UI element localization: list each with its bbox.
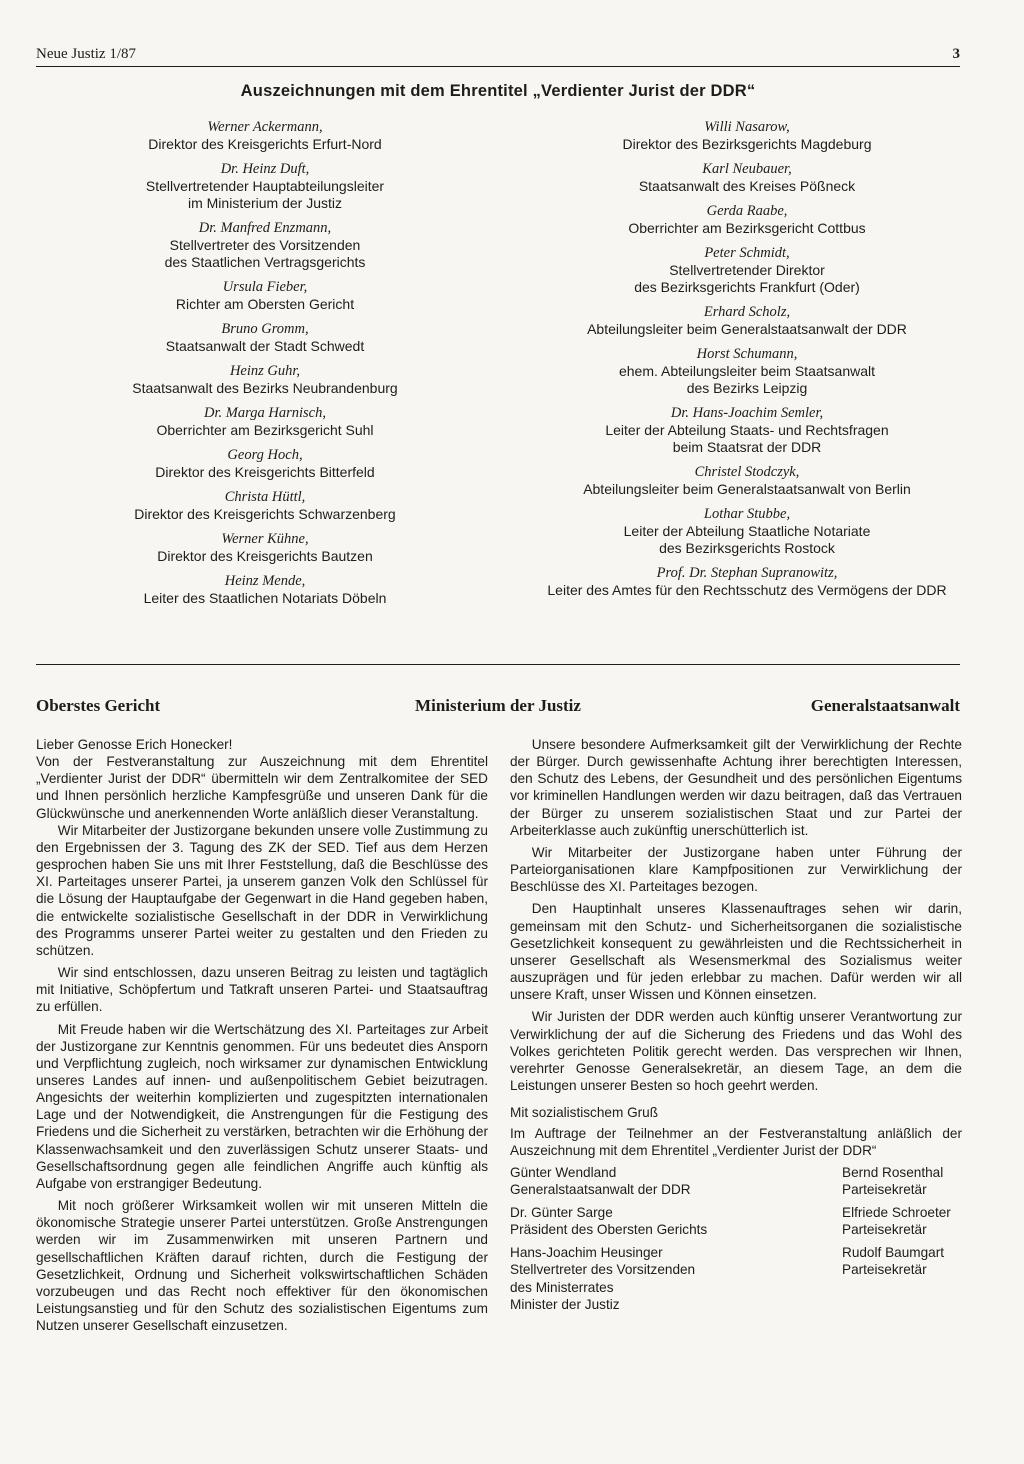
signatory-row [510,1164,962,1198]
awardee-entry [30,320,500,355]
awardee-position: Abteilungsleiter beim Generalstaatsanwalt der DDR [587,321,907,337]
awardee-entry [512,303,982,338]
awardee-name: Christa Hüttl, [224,489,306,505]
awardee-entry [30,278,500,313]
organization-headers [36,696,960,720]
awardee-position: Oberrichter am Bezirksgericht Cottbus [628,220,866,236]
awardee-entry [30,530,500,565]
letter-paragraph: Mit noch größerer Wirksamkeit wollen wir mit unseren Mitteln die ökonomische Strategie unserer Partei unterstützen. Große Anstrengungen werden wir im Zusammenwirken mit unseren Partnern und gesellschaftlichen Kräften darauf richten, durch die Festigung der Gesetzlichkeit, Ordnung und Sicherheit volkswirtschaftlichen Schäden vorzubeugen und das Recht noch effektiver für den ökonomischen Leistungsanstieg und für den Schutz des sozialistischen Eigentums zum Nutzen unserer Gesellschaft einzusetzen. [36,1198,488,1334]
awardee-position: Oberrichter am Bezirksgericht Suhl [156,422,374,438]
awardee-name: Bruno Gromm, [221,321,309,337]
awardee-name: Willi Nasarow, [704,119,790,135]
letter-closing [510,1104,962,1313]
awardee-entry [30,446,500,481]
awardee-entry [512,463,982,498]
awardee-position: Richter am Obersten Gericht [175,296,355,312]
running-header [36,46,960,68]
org-header-prosecutor-general: Generalstaatsanwalt [810,696,960,715]
letter-paragraph: Wir sind entschlossen, dazu unseren Beitrag zu leisten und tagtäglich mit Initiative, Schöpfertum und Tatkraft unseren Partei- und Staatsauftrag zu erfüllen. [36,965,488,1015]
awardee-name: Erhard Scholz, [703,304,791,320]
awardee-name: Heinz Guhr, [229,363,301,379]
closing-mandate: Im Auftrage der Teilnehmer an der Festveranstaltung anläßlich der Auszeichnung mit dem Ehrentitel „Verdienter Jurist der DDR“ [510,1126,962,1159]
awardee-entry [30,362,500,397]
awardee-name: Dr. Marga Harnisch, [204,405,326,421]
org-header-supreme-court: Oberstes Gericht [36,696,161,715]
letter-paragraph: Unsere besondere Aufmerksamkeit gilt der Verwirklichung der Rechte der Bürger. Durch gewissenhafte Achtung ihrer berechtigten Interessen, den Schutz des Lebens, der Gesundheit und des persönlichen Eigentums vor kriminellen Handlungen werden wir dazu beitragen, daß das Vertrauen der Bürger zu unserem sozialistischen Staat und zur Partei der Arbeiterklasse auch zukünftig unerschütterlich ist. [510,737,962,838]
awardee-name: Christel Stodczyk, [694,464,800,480]
awardee-position: Direktor des Kreisgerichts Erfurt-Nord [148,136,382,152]
awardee-position: Stellvertretender Direktor des Bezirksgerichts Frankfurt (Oder) [634,262,860,295]
awardee-name: Dr. Heinz Duft, [220,161,310,177]
page-number: 3 [952,46,960,62]
awardee-entry [512,404,982,456]
signatory-row [510,1244,962,1313]
awardee-position: Direktor des Bezirksgerichts Magdeburg [622,136,872,152]
awardee-entry [30,219,500,271]
awardee-name: Dr. Manfred Enzmann, [198,220,332,236]
signatory-official: Dr. Günter Sarge Präsident des Obersten Gerichts [510,1204,708,1238]
award-title: Auszeichnungen mit dem Ehrentitel „Verdienter Jurist der DDR“ [240,82,756,100]
awardee-name: Prof. Dr. Stephan Supranowitz, [656,565,838,581]
awardee-position: Direktor des Kreisgerichts Bautzen [157,548,373,564]
awardee-name: Werner Kühne, [221,531,309,547]
signatory-party-secretary: Elfriede Schroeter Parteisekretär [842,1204,951,1238]
awardee-name: Lothar Stubbe, [703,506,791,522]
awardee-position: Leiter des Staatlichen Notariats Döbeln [143,590,387,606]
letter-paragraph: Wir Mitarbeiter der Justizorgane haben unter Führung der Parteiorganisationen klare Kampfpositionen zur Verwirklichung der Beschlüsse des XI. Parteitages bezogen. [510,844,962,895]
awardee-entry [30,572,500,607]
awardee-entry [512,345,982,397]
awardee-entry [512,505,982,557]
awardee-entry [30,160,500,212]
awardee-position: Stellvertreter des Vorsitzenden des Staatlichen Vertragsgerichts [164,237,366,270]
awardee-name: Georg Hoch, [227,447,303,463]
awardee-position: ehem. Abteilungsleiter beim Staatsanwalt des Bezirks Leipzig [618,363,876,396]
awardee-list-left [30,118,500,614]
awardee-position: Staatsanwalt des Kreises Pößneck [638,178,856,194]
awardee-entry [512,244,982,296]
awardee-name: Gerda Raabe, [706,203,788,219]
org-header-ministry-of-justice: Ministerium der Justiz [415,696,581,715]
letter-paragraph: Wir Mitarbeiter der Justizorgane bekunden unsere volle Zustimmung zu den Ergebnissen der 3. Tagung des ZK der SED. Tief aus dem Herzen gesprochen haben Sie uns mit Ihrer Feststellung, daß die Beschlüsse des XI. Parteitages unserer Partei, ja unserem ganzen Volk den Schlüssel für die Lösung der Hauptaufgabe der Gegenwart in die Hand gegeben haben, die entwickelte sozialistische Gesellschaft in der DDR in Verwirklichung des Programms unserer Partei weiter zu gestalten und den Frieden zu schützen. [36,822,488,958]
awardee-position: Leiter der Abteilung Staatliche Notariate des Bezirksgerichts Rostock [623,523,871,556]
awardee-name: Peter Schmidt, [704,245,790,261]
awardee-entry [512,118,982,153]
letter-paragraph: Den Hauptinhalt unseres Klassenauftrages sehen wir darin, gemeinsam mit den Schutz- und Sicherheitsorganen die sozialistische Gesetzlichkeit konsequent zu gewährleisten und die Rechtssicherheit in unserer Gesellschaft als Wesensmerkmal des Sozialismus weiter auszuprägen und für jeden erlebbar zu machen. Dafür werden wir all unsere Kraft, unser Wissen und Können einsetzen. [510,901,962,1003]
awardee-position: Leiter des Amtes für den Rechtsschutz des Vermögens der DDR [547,582,947,598]
awardee-name: Ursula Fieber, [222,279,308,295]
signatory-party-secretary: Rudolf Baumgart Parteisekretär [842,1245,945,1278]
awardee-entry [30,488,500,523]
awardee-name: Dr. Hans-Joachim Semler, [670,405,824,421]
signatories [510,1164,962,1313]
awardee-entry [512,564,982,599]
awardee-position: Direktor des Kreisgerichts Bitterfeld [155,464,375,480]
awardee-name: Karl Neubauer, [702,161,792,177]
awardee-position: Leiter der Abteilung Staats- und Rechtsfragen beim Staatsrat der DDR [605,422,889,455]
awardee-position: Stellvertretender Hauptabteilungsleiter im Ministerium der Justiz [145,178,385,211]
awardee-list-right [512,118,982,606]
letter-paragraph: Wir Juristen der DDR werden auch künftig unserer Verantwortung zur Verwirklichung der auf die Sicherung des Friedens und das Wohl des Volkes gerichteten Politik gerecht werden. Das versprechen wir Ihnen, verehrter Genosse Generalsekretär, an diesem Tage, an dem die Leistungen unserer Besten so hoch geehrt werden. [510,1009,962,1093]
awardee-entry [512,160,982,195]
awardee-position: Direktor des Kreisgerichts Schwarzenberg [134,506,396,522]
awardee-position: Staatsanwalt des Bezirks Neubrandenburg [132,380,398,396]
signatory-party-secretary: Bernd Rosenthal Parteisekretär [842,1164,944,1197]
section-divider [36,664,960,665]
letter-column-right [510,736,962,1319]
letter-salutation: Lieber Genosse Erich Honecker! [36,737,233,752]
letter-paragraph: Mit Freude haben wir die Wertschätzung des XI. Parteitages zur Arbeit der Justizorgane zur Kenntnis genommen. Für uns bedeutet dies Ansporn und Verpflichtung zugleich, noch wirksamer zur dynamischen Entwicklung unseres Landes auf innen- und außenpolitischem Gebiet beizutragen. Angesichts der weiterhin komplizierten und zugespitzten internationalen Lage und der Notwendigkeit, die Anstrengungen für die Festigung des Friedens und die Sicherheit zu verstärken, betrachten wir die Erhöhung der Klassenwachsamkeit und den zuverlässigen Schutz unserer Staats- und Gesellschaftsordnung gegen alle feindlichen Angriffe auch künftig als Aufgabe von erstrangiger Bedeutung. [36,1021,488,1191]
letter-paragraph: Von der Festveranstaltung zur Auszeichnung mit dem Ehrentitel „Verdienter Jurist der DDR“ übermitteln wir dem Zentralkomitee der SED und Ihnen persönlich herzliche Kampfesgrüße und unseren Dank für die Glückwünsche und anerkennenden Worte anläßlich dieser Veranstaltung. [36,754,488,821]
signatory-official: Günter Wendland Generalstaatsanwalt der DDR [510,1164,691,1197]
awardee-name: Heinz Mende, [224,573,306,589]
header-rule [36,66,960,67]
signatory-row [510,1204,962,1238]
awardee-name: Werner Ackermann, [207,119,323,135]
awardee-position: Staatsanwalt der Stadt Schwedt [165,338,365,354]
letter-column-left [36,736,488,1339]
journal-issue: Neue Justiz 1/87 [36,46,136,62]
awardee-position: Abteilungsleiter beim Generalstaatsanwalt von Berlin [583,481,911,497]
awardee-name: Horst Schumann, [696,346,798,362]
awardee-entry [30,404,500,439]
awardee-entry [512,202,982,237]
closing-greeting: Mit sozialistischem Gruß [510,1105,659,1121]
awardee-entry [30,118,500,153]
signatory-official: Hans-Joachim Heusinger Stellvertreter des Vorsitzenden des Ministerrates Minister der Justiz [510,1245,696,1312]
